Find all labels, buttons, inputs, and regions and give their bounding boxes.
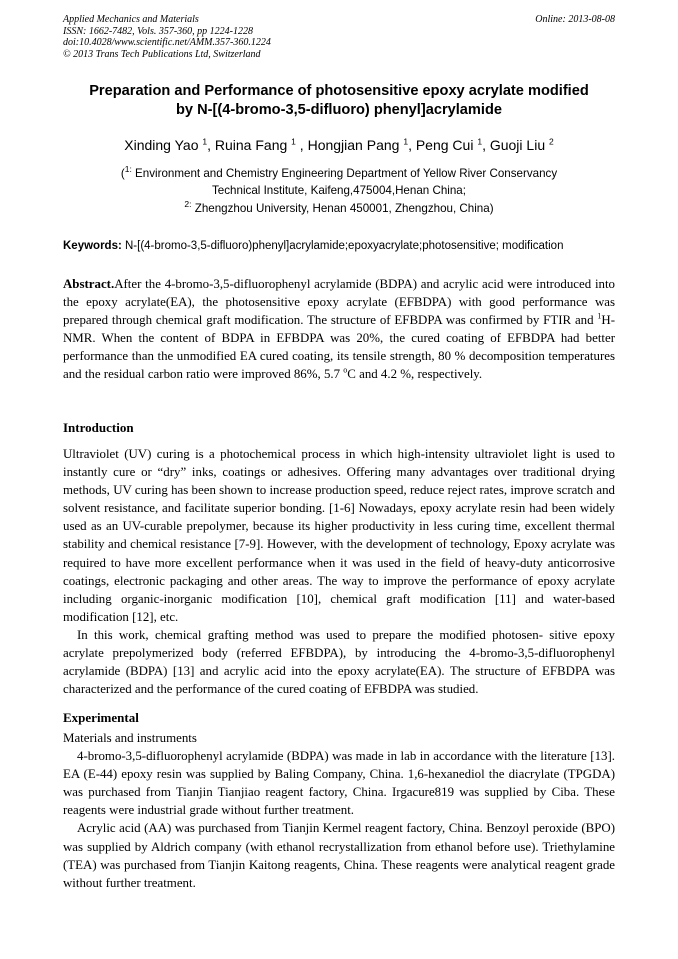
- experimental-heading: Experimental: [63, 710, 139, 725]
- introduction-paragraph-1: Ultraviolet (UV) curing is a photochemical process in which high-intensity ultraviolet light is used to instantly cure or “dry” inks, coatings or adhesives. Offering many advantages over traditional drying methods, UV curing has been shown to increase production speed, reduce reject rates, improve scratch and solvent resistance, and facilitate superior bonding. [1-6] Nowadays, epoxy acrylate resin had been widely used as an UV-curable prepolymer, because its higher productivity in less curing time, excellent thermal stability and chemical resistance [7-9]. However, with the development of technology, Epoxy acrylate was required to have more excellent performance when it was used in the field of heavy-duty anticorrosive coatings, electronic packaging and other areas. The way to improve the performance of epoxy acrylate including organic-inorganic modification [10], chemical graft modification [11] and water-based modification [12], etc.: [63, 447, 615, 624]
- materials-subheading: Materials and instruments: [63, 731, 197, 745]
- keywords-label: Keywords:: [63, 240, 122, 252]
- copyright-line: © 2013 Trans Tech Publications Ltd, Switzerland: [63, 48, 261, 60]
- affiliation-2-mark: 2:: [184, 199, 192, 210]
- author-affiliation-mark: 2: [549, 136, 554, 147]
- author-name: Guoji Liu: [489, 137, 546, 153]
- affiliation-2: [63, 200, 615, 217]
- abstract-label: Abstract.: [63, 277, 115, 291]
- journal-name: Applied Mechanics and Materials: [63, 14, 199, 25]
- issn-line: ISSN: 1662-7482, Vols. 357-360, pp 1224-1228: [63, 25, 253, 37]
- author-list: Xinding Yao $^1$, Ruina Fang $^1$ , Hongjian Pang $^1$, Peng Cui $^1$, Guoji Liu $^2$: [124, 136, 554, 153]
- author-affiliation-mark: 1: [403, 136, 409, 147]
- abstract-text: H-NMR. When the content of BDPA in EFBDPA was 20%, the cured coating of EFBDPA had better performance than the unmodified EA cured coating, its tensile strength, 80 % decomposition temperatures and the residual carbon ratio were improved 86%, 5.7: [63, 313, 615, 382]
- abstract-text: C and 4.2 %, respectively.: [347, 367, 483, 382]
- author-affiliation-mark: 1: [477, 136, 483, 147]
- introduction-paragraph-2: In this work, chemical grafting method was used to prepare the modified photosen- sitive epoxy acrylate prepolymerized body (referred EFBDPA), by introducing the 4-bromo-3,5-difluorophenyl acrylamide (BDPA) [13] and acrylic acid into the epoxy acrylate(EA). The structure of EFBDPA was characterized and the performance of the cured coating of EFBDPA was studied.: [63, 627, 615, 697]
- experimental-paragraph-2: Acrylic acid (AA) was purchased from Tianjin Kermel reagent factory, China. Benzoyl peroxide (BPO) was supplied by Aldrich company (with ethanol recrystallization from ethanol before use). Triethylamine (TEA) was purchased from Tianjin Kaitong reagents, China. These reagents were analytical reagent grade without further treatment.: [63, 821, 615, 890]
- author-affiliation-mark: 1: [202, 136, 208, 147]
- experimental-paragraph-1: 4-bromo-3,5-difluorophenyl acrylamide (BDPA) was made in lab in accordance with the literature [13]. EA (E-44) epoxy resin was supplied by Baling Company, China. 1,6-hexanediol the diacrylate (TPGDA) was purchased from Tianjin Tianjiao reagent factory, China. Irgacure819 was supplied by Ciba. These reagents were industrial grade without further treatment.: [63, 749, 615, 818]
- experimental-body: [63, 729, 615, 892]
- abstract-text: After the 4-bromo-3,5-difluorophenyl acrylamide (BDPA) and acrylic acid were introduced into the epoxy acrylate(EA), the photosensitive epoxy acrylate (EFBDPA) with good performance was prepared through chemical graft modification. The structure of EFBDPA was confirmed by FTIR and: [63, 277, 615, 328]
- abstract-sup-degree: o: [343, 366, 348, 376]
- author-name: Peng Cui: [415, 137, 474, 153]
- affiliation-2-text: Zhengzhou University, Henan 450001, Zhengzhou, China): [194, 202, 494, 215]
- affiliation-1-line-1: ($^{1:}$ Environment and Chemistry Engineering Department of Yellow River Conservancy: [120, 164, 558, 180]
- affiliation-1-text: Environment and Chemistry Engineering Department of Yellow River Conservancy: [135, 167, 558, 180]
- doi-line: doi:10.4028/www.scientific.net/AMM.357-360.1224: [63, 37, 271, 48]
- paper-title: [63, 82, 615, 120]
- title-line-2: by N-[(4-bromo-3,5-difluoro) phenyl]acrylamide: [176, 102, 502, 118]
- introduction-body: [63, 445, 615, 698]
- online-date: Online: 2013-08-08: [535, 14, 615, 25]
- introduction-heading: Introduction: [63, 420, 134, 435]
- author-name: Xinding Yao: [124, 137, 199, 153]
- keywords: [63, 239, 623, 254]
- affiliation-1-mark: 1:: [124, 164, 132, 175]
- abstract-sup-1: 1: [597, 311, 602, 321]
- abstract: [63, 275, 615, 384]
- title-line-1: Preparation and Performance of photosensitive epoxy acrylate modified: [89, 83, 589, 99]
- author-name: Ruina Fang: [214, 137, 288, 153]
- keywords-text: N-[(4-bromo-3,5-difluoro)phenyl]acrylamide;epoxyacrylate;photosensitive; modification: [125, 240, 564, 252]
- author-name: Hongjian Pang: [307, 137, 400, 153]
- author-affiliation-mark: 1: [291, 136, 296, 147]
- affiliation-1-line-2: Technical Institute, Kaifeng,475004,Henan China;: [212, 184, 466, 197]
- journal-header: [63, 14, 615, 60]
